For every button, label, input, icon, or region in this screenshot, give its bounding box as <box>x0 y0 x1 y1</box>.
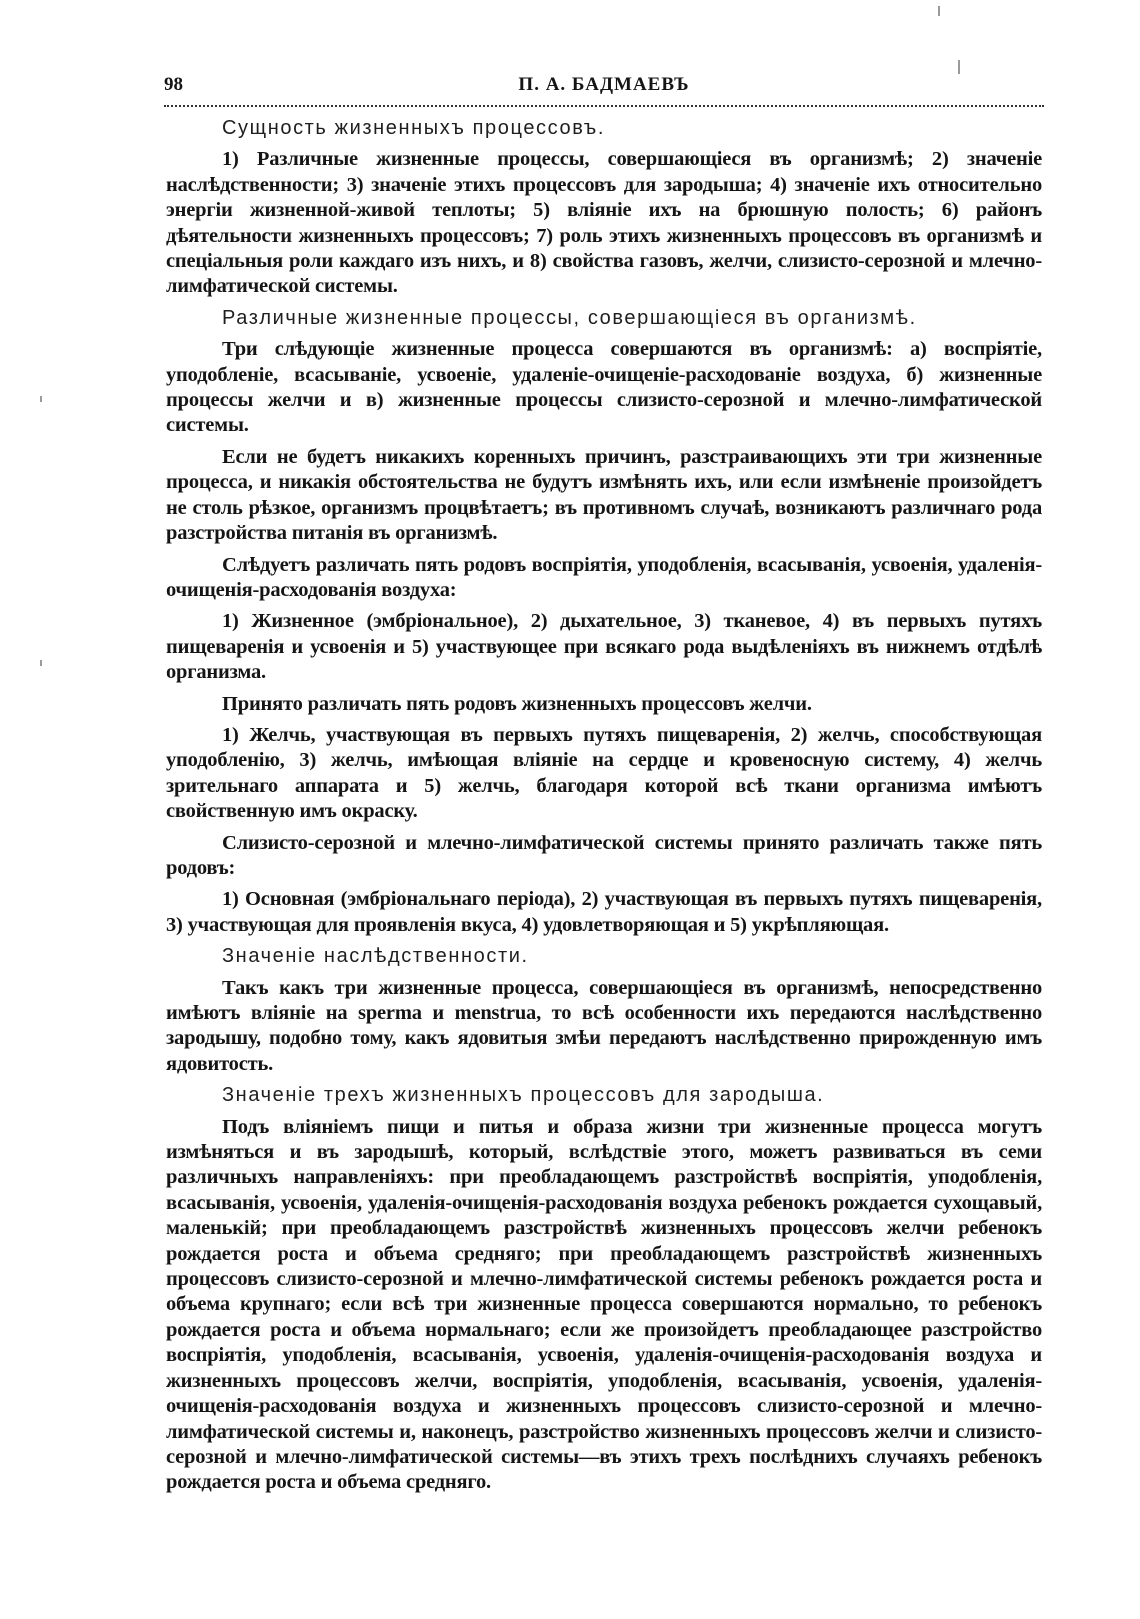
paragraph: 1) Жизненное (эмбріональное), 2) дыхательное, 3) тканевое, 4) въ первыхъ путяхъ пищеваренія и усвоенія и 5) участвующее при всякаго рода выдѣленіяхъ въ нижнемъ отдѣлѣ организма. <box>166 610 1042 684</box>
paragraph: 1) Основная (эмбріональнаго періода), 2) участвующая въ первыхъ путяхъ пищеваренія, 3) участвующая для проявленія вкуса, 4) удовлетворяющая и 5) укрѣпляющая. <box>166 888 1042 936</box>
paragraph: Такъ какъ три жизненные процесса, совершающіеся въ организмѣ, непосредственно имѣютъ вліяніе на sperma и menstrua, то всѣ особенности ихъ передаются наслѣдственно зародышу, подобно тому, какъ ядовитыя змѣи передаютъ наслѣдственно прирожденную имъ ядовитость. <box>166 976 1042 1075</box>
page-header <box>164 70 1044 100</box>
header-divider <box>164 101 1044 107</box>
paragraph: 1) Желчь, участвующая въ первыхъ путяхъ пищеваренія, 2) желчь, способствующая уподобленію, 3) желчь, имѣющая вліяніе на сердце и кровеносную систему, 4) желчь зрительнаго аппарата и 5) желчь, благодаря которой всѣ ткани организма имѣютъ свойственную имъ окраску. <box>166 723 1042 823</box>
section-heredity <box>166 944 1042 1077</box>
scan-speck <box>958 60 960 74</box>
scan-speck <box>40 660 42 666</box>
section-essence <box>166 116 1042 300</box>
page-body <box>166 114 1042 1502</box>
paragraph: Слѣдуетъ различать пять родовъ воспріятія, уподобленія, всасыванія, усвоенія, удаленія-очищенія-расходованія воздуха: <box>166 553 1042 601</box>
paragraph: Принято различать пять родовъ жизненныхъ процессовъ желчи. <box>222 692 812 715</box>
scan-speck <box>938 6 940 16</box>
scan-speck <box>40 396 42 402</box>
page-number: 98 <box>164 74 183 95</box>
section-heading: Значеніе трехъ жизненныхъ процессовъ для зародыша. <box>222 1084 825 1107</box>
section-heading: Сущность жизненныхъ процессовъ. <box>222 117 606 139</box>
section-heading: Различные жизненные процессы, совершающіеся въ организмѣ. <box>222 306 917 329</box>
paragraph: Слизисто-серозной и млечно-лимфатической системы принято различать также пять родовъ: <box>166 831 1042 879</box>
section-life-processes <box>166 306 1042 938</box>
running-title: П. А. БАДМАЕВЪ <box>518 74 690 95</box>
paragraph: Три слѣдующіе жизненные процесса совершаются въ организмѣ: а) воспріятіе, уподобленіе, всасываніе, усвоеніе, удаленіе-очищеніе-расходованіе воздуха, б) жизненные процессы желчи и в) жизненные процессы слизисто-серозной и млечно-лимфатической системы. <box>166 338 1042 437</box>
section-heading: Значеніе наслѣдственности. <box>222 945 529 968</box>
paragraph: Если не будетъ никакихъ коренныхъ причинъ, разстраивающихъ эти три жизненные процесса, и никакія обстоятельства не будутъ измѣнять ихъ, или если измѣненіе произойдетъ не столь рѣзкое, организмъ процвѣтаетъ; въ противномъ случаѣ, возникаютъ различнаго рода разстройства питанія въ организмѣ. <box>166 445 1042 545</box>
paragraph: Подъ вліяніемъ пищи и питья и образа жизни три жизненные процесса могутъ измѣняться и въ зародышѣ, который, вслѣдствіе этого, можетъ развиваться въ семи различныхъ направленіяхъ: при преобладающемъ разстройствѣ воспріятія, уподобленія, всасыванія, усвоенія, удаленія-очищенія-расходованія воздуха ребенокъ рождается сухощавый, маленькій; при преобладающемъ разстройствѣ жизненныхъ процессовъ желчи ребенокъ рождается роста и объема средняго; при преобладающемъ разстройствѣ жизненныхъ процессовъ слизисто-серозной и млечно-лимфатической системы ребенокъ рождается роста и объема крупнаго; если всѣ три жизненные процесса совершаются нормально, то ребенокъ рождается роста и объема нормальнаго; если же произойдетъ преобладающее разстройство воспріятія, уподобленія, всасыванія, усвоенія, удаленія-очищенія-расходованія воздуха и жизненныхъ процессовъ желчи, воспріятія, уподобленія, всасыванія, усвоенія, удаленія-очищенія-расходованія воздуха и жизненныхъ процессовъ слизисто-серозной и млечно-лимфатической системы и, наконецъ, разстройство жизненныхъ процессовъ желчи и слизисто-серозной и млечно-лимфатической системы—въ этихъ трехъ послѣднихъ случаяхъ ребенокъ рождается роста и объема средняго. <box>166 1115 1042 1494</box>
paragraph: 1) Различные жизненные процессы, совершающіеся въ организмѣ; 2) значеніе наслѣдственности; 3) значеніе этихъ процессовъ для зародыша; 4) значеніе ихъ относительно энергіи жизненной-живой теплоты; 5) вліяніе ихъ на брюшную полость; 6) районъ дѣятельности жизненныхъ процессовъ; 7) роль этихъ жизненныхъ процессовъ въ организмѣ и спеціальныя роли каждаго изъ нихъ, и 8) свойства газовъ, желчи, слизисто-серозной и млечно-лимфатической системы. <box>166 148 1042 298</box>
section-embryo <box>166 1083 1042 1496</box>
